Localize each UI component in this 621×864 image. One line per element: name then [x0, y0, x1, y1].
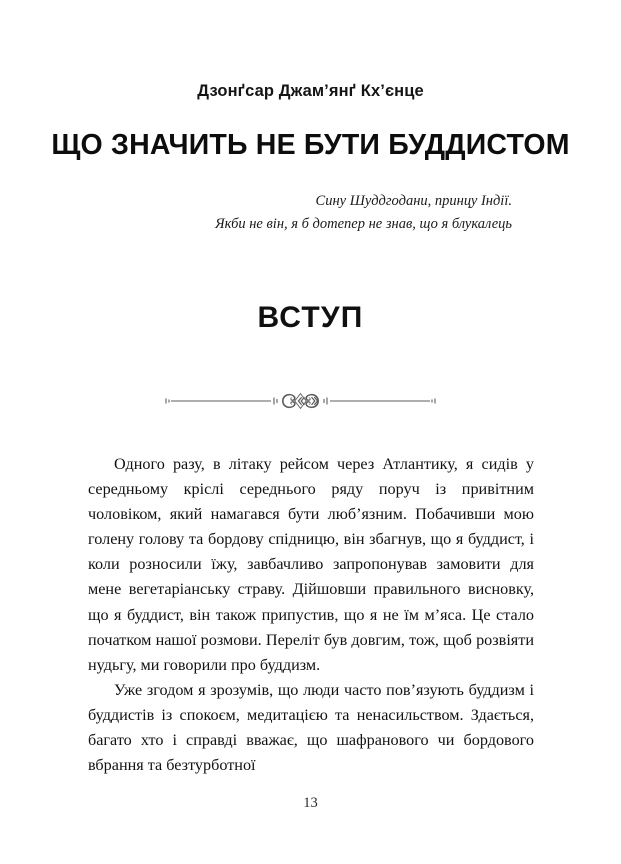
paragraph-2: Уже згодом я зрозумів, що люди часто пов’язують буддизм і буддистів із спокоєм, медитацією та ненасильством. Здається, багато хто і справді вважає, що шафранового чи бордового вбрання та безтурботної: [88, 680, 534, 775]
author-name: Дзонґсар Джам’янґ Кх’єнце: [197, 82, 424, 100]
dedication-line-1: Сину Шуддгодани, принцу Індії.: [315, 193, 512, 209]
decorative-divider-icon: [163, 388, 438, 414]
chapter-heading: ВСТУП: [257, 301, 364, 334]
body-text: [88, 452, 534, 778]
paragraph-1: Одного разу, в літаку рейсом через Атлантику, я сидів у середньому кріслі середнього ряду поруч із привітним чоловіком, який намагався бути люб’язним. Побачивши мою голену голову та бордову спідницю, він збагнув, що я буддист, і коли розносили їжу, завбачливо запропонував замовити для мене вегетаріанську страву. Дійшовши правильного висновку, що я буддист, він також припустив, що я не їм м’яса. Це стало початком нашої розмови. Переліт був довгим, тож, щоб розвіяти нудьгу, ми говорили про буддизм.: [88, 455, 534, 674]
page-number: 13: [303, 795, 318, 811]
dedication: [88, 190, 512, 237]
divider-ornament-graphic: [163, 388, 438, 414]
dedication-line-2: Якби не він, я б дотепер не знав, що я блукалець: [215, 216, 512, 233]
book-title: ЩО ЗНАЧИТЬ НЕ БУТИ БУДДИСТОМ: [51, 129, 570, 161]
